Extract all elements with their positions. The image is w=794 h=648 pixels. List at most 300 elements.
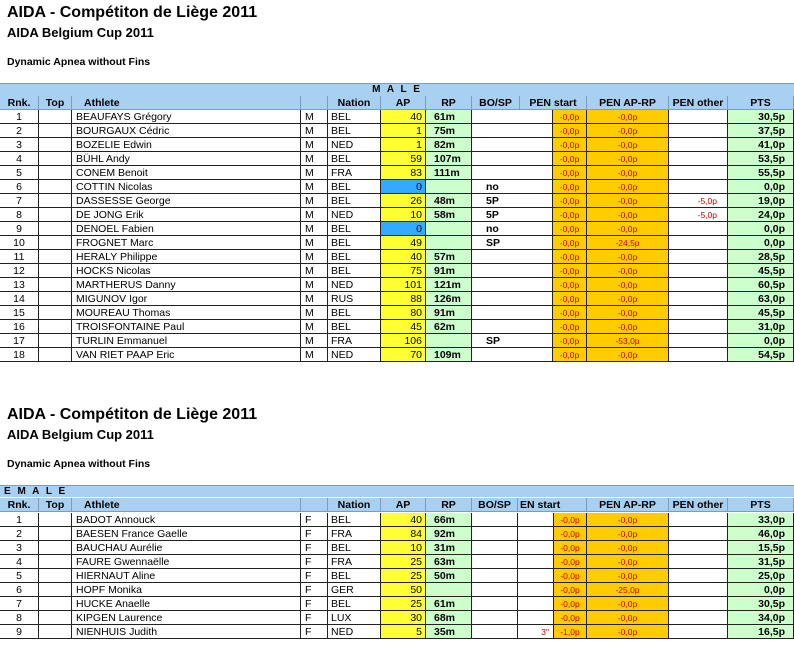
- sex-cell[interactable]: F: [301, 625, 328, 639]
- rank-cell[interactable]: 7: [0, 597, 39, 611]
- bosp-cell[interactable]: [472, 292, 553, 306]
- rank-cell[interactable]: 4: [0, 555, 39, 569]
- nation-cell[interactable]: NED: [328, 625, 381, 639]
- header-sex[interactable]: [301, 96, 328, 110]
- note-cell[interactable]: [518, 583, 554, 597]
- pts-cell[interactable]: 0,0p: [728, 222, 794, 236]
- rp-cell[interactable]: 68m: [426, 611, 472, 625]
- sex-cell[interactable]: F: [301, 597, 328, 611]
- bosp-cell[interactable]: [472, 166, 553, 180]
- nation-cell[interactable]: BEL: [328, 110, 381, 124]
- athlete-cell[interactable]: FAURE Gwennaëlle: [72, 555, 301, 569]
- pts-cell[interactable]: 16,5p: [728, 625, 794, 639]
- top-cell[interactable]: [39, 348, 72, 362]
- penstart-cell[interactable]: -0,0p: [553, 138, 587, 152]
- nation-cell[interactable]: BEL: [328, 250, 381, 264]
- note-cell[interactable]: [518, 611, 554, 625]
- bosp-cell[interactable]: [472, 625, 518, 639]
- penaprp-cell[interactable]: -0,0p: [587, 138, 669, 152]
- pts-cell[interactable]: 28,5p: [728, 250, 794, 264]
- rp-cell[interactable]: 31m: [426, 541, 472, 555]
- top-cell[interactable]: [39, 569, 72, 583]
- top-cell[interactable]: [39, 222, 72, 236]
- penstart-cell[interactable]: -0,0p: [553, 180, 587, 194]
- nation-cell[interactable]: BEL: [328, 264, 381, 278]
- ap-cell[interactable]: 1: [381, 124, 426, 138]
- penother-cell[interactable]: [669, 110, 728, 124]
- penother-cell[interactable]: [669, 180, 728, 194]
- penstart-cell[interactable]: -0,0p: [553, 278, 587, 292]
- top-cell[interactable]: [39, 527, 72, 541]
- penaprp-cell[interactable]: -0,0p: [587, 348, 669, 362]
- rp-cell[interactable]: 75m: [426, 124, 472, 138]
- rank-cell[interactable]: 3: [0, 541, 39, 555]
- rank-cell[interactable]: 11: [0, 250, 39, 264]
- rp-cell[interactable]: 35m: [426, 625, 472, 639]
- penaprp-cell[interactable]: -0,0p: [587, 541, 669, 555]
- top-cell[interactable]: [39, 597, 72, 611]
- rp-cell[interactable]: [426, 222, 472, 236]
- athlete-cell[interactable]: DENOEL Fabien: [72, 222, 301, 236]
- penstart-cell[interactable]: -0,0p: [553, 292, 587, 306]
- rank-cell[interactable]: 8: [0, 208, 39, 222]
- pts-cell[interactable]: 33,0p: [728, 513, 794, 527]
- pts-cell[interactable]: 31,5p: [728, 555, 794, 569]
- rank-cell[interactable]: 17: [0, 334, 39, 348]
- pts-cell[interactable]: 0,0p: [728, 583, 794, 597]
- pts-cell[interactable]: 34,0p: [728, 611, 794, 625]
- athlete-cell[interactable]: BOZELIE Edwin: [72, 138, 301, 152]
- nation-cell[interactable]: BEL: [328, 569, 381, 583]
- top-cell[interactable]: [39, 124, 72, 138]
- rank-cell[interactable]: 7: [0, 194, 39, 208]
- pts-cell[interactable]: 55,5p: [728, 166, 794, 180]
- sex-cell[interactable]: F: [301, 611, 328, 625]
- bosp-cell[interactable]: SP: [472, 334, 553, 348]
- penother-cell[interactable]: [669, 152, 728, 166]
- pts-cell[interactable]: 24,0p: [728, 208, 794, 222]
- athlete-cell[interactable]: BAESEN France Gaelle: [72, 527, 301, 541]
- penstart-cell[interactable]: -0,0p: [553, 348, 587, 362]
- nation-cell[interactable]: BEL: [328, 152, 381, 166]
- pts-cell[interactable]: 37,5p: [728, 124, 794, 138]
- penstart-cell[interactable]: -0,0p: [554, 541, 587, 555]
- sex-cell[interactable]: F: [301, 541, 328, 555]
- pts-cell[interactable]: 25,0p: [728, 569, 794, 583]
- ap-cell[interactable]: 25: [381, 555, 426, 569]
- nation-cell[interactable]: BEL: [328, 541, 381, 555]
- bosp-cell[interactable]: SP: [472, 236, 553, 250]
- top-cell[interactable]: [39, 208, 72, 222]
- athlete-cell[interactable]: NIENHUIS Judith: [72, 625, 301, 639]
- header-penstart[interactable]: PEN start: [520, 96, 587, 110]
- bosp-cell[interactable]: no: [472, 180, 553, 194]
- bosp-cell[interactable]: 5P: [472, 194, 553, 208]
- rank-cell[interactable]: 13: [0, 278, 39, 292]
- athlete-cell[interactable]: MARTHERUS Danny: [72, 278, 301, 292]
- penstart-cell[interactable]: -0,0p: [553, 124, 587, 138]
- penaprp-cell[interactable]: -0,0p: [587, 320, 669, 334]
- bosp-cell[interactable]: [472, 583, 518, 597]
- rank-cell[interactable]: 2: [0, 124, 39, 138]
- penaprp-cell[interactable]: -0,0p: [587, 152, 669, 166]
- penstart-cell[interactable]: -0,0p: [553, 306, 587, 320]
- penother-cell[interactable]: -5,0p: [669, 194, 728, 208]
- rank-cell[interactable]: 9: [0, 222, 39, 236]
- athlete-cell[interactable]: TROISFONTAINE Paul: [72, 320, 301, 334]
- penstart-cell[interactable]: -0,0p: [553, 152, 587, 166]
- sex-cell[interactable]: F: [301, 513, 328, 527]
- rp-cell[interactable]: 126m: [426, 292, 472, 306]
- rank-cell[interactable]: 8: [0, 611, 39, 625]
- penaprp-cell[interactable]: -0,0p: [587, 222, 669, 236]
- penaprp-cell[interactable]: -0,0p: [587, 292, 669, 306]
- rp-cell[interactable]: 63m: [426, 555, 472, 569]
- pts-cell[interactable]: 19,0p: [728, 194, 794, 208]
- penother-cell[interactable]: [669, 124, 728, 138]
- header-rp[interactable]: RP: [426, 96, 472, 110]
- top-cell[interactable]: [39, 236, 72, 250]
- athlete-cell[interactable]: KIPGEN Laurence: [72, 611, 301, 625]
- athlete-cell[interactable]: HOCKS Nicolas: [72, 264, 301, 278]
- rp-cell[interactable]: 66m: [426, 513, 472, 527]
- penaprp-cell[interactable]: -0,0p: [587, 611, 669, 625]
- rank-cell[interactable]: 2: [0, 527, 39, 541]
- penstart-cell[interactable]: -0,0p: [553, 236, 587, 250]
- top-cell[interactable]: [39, 306, 72, 320]
- rp-cell[interactable]: 50m: [426, 569, 472, 583]
- pts-cell[interactable]: 45,5p: [728, 306, 794, 320]
- nation-cell[interactable]: BEL: [328, 124, 381, 138]
- bosp-cell[interactable]: [472, 513, 518, 527]
- rp-cell[interactable]: 61m: [426, 110, 472, 124]
- rank-cell[interactable]: 1: [0, 513, 39, 527]
- header-bosp[interactable]: BO/SP: [472, 498, 518, 512]
- pts-cell[interactable]: 63,0p: [728, 292, 794, 306]
- penother-cell[interactable]: [669, 138, 728, 152]
- nation-cell[interactable]: LUX: [328, 611, 381, 625]
- nation-cell[interactable]: BEL: [328, 320, 381, 334]
- sex-cell[interactable]: M: [301, 222, 328, 236]
- header-top[interactable]: Top: [39, 96, 72, 110]
- rp-cell[interactable]: [426, 334, 472, 348]
- penother-cell[interactable]: [669, 569, 728, 583]
- pts-cell[interactable]: 0,0p: [728, 334, 794, 348]
- athlete-cell[interactable]: CONEM Benoit: [72, 166, 301, 180]
- ap-cell[interactable]: 50: [381, 583, 426, 597]
- penaprp-cell[interactable]: -0,0p: [587, 110, 669, 124]
- sex-cell[interactable]: M: [301, 292, 328, 306]
- note-cell[interactable]: [518, 569, 554, 583]
- sex-cell[interactable]: F: [301, 555, 328, 569]
- header-nation[interactable]: Nation: [328, 498, 381, 512]
- top-cell[interactable]: [39, 513, 72, 527]
- ap-cell[interactable]: 26: [381, 194, 426, 208]
- penstart-cell[interactable]: -0,0p: [553, 166, 587, 180]
- ap-cell[interactable]: 1: [381, 138, 426, 152]
- ap-cell[interactable]: 25: [381, 597, 426, 611]
- pts-cell[interactable]: 15,5p: [728, 541, 794, 555]
- nation-cell[interactable]: NED: [328, 138, 381, 152]
- bosp-cell[interactable]: [472, 527, 518, 541]
- penother-cell[interactable]: [669, 625, 728, 639]
- top-cell[interactable]: [39, 110, 72, 124]
- rank-cell[interactable]: 18: [0, 348, 39, 362]
- penaprp-cell[interactable]: -0,0p: [587, 555, 669, 569]
- rp-cell[interactable]: [426, 180, 472, 194]
- rp-cell[interactable]: 61m: [426, 597, 472, 611]
- bosp-cell[interactable]: [472, 278, 553, 292]
- penother-cell[interactable]: -5,0p: [669, 208, 728, 222]
- penother-cell[interactable]: [669, 527, 728, 541]
- header-top[interactable]: Top: [39, 498, 72, 512]
- rank-cell[interactable]: 5: [0, 569, 39, 583]
- penother-cell[interactable]: [669, 278, 728, 292]
- sex-cell[interactable]: M: [301, 250, 328, 264]
- sex-cell[interactable]: M: [301, 208, 328, 222]
- nation-cell[interactable]: NED: [328, 208, 381, 222]
- penother-cell[interactable]: [669, 334, 728, 348]
- pts-cell[interactable]: 54,5p: [728, 348, 794, 362]
- rank-cell[interactable]: 1: [0, 110, 39, 124]
- header-athlete[interactable]: Athlete: [72, 498, 301, 512]
- rank-cell[interactable]: 10: [0, 236, 39, 250]
- top-cell[interactable]: [39, 292, 72, 306]
- rp-cell[interactable]: 107m: [426, 152, 472, 166]
- note-cell[interactable]: [518, 541, 554, 555]
- pts-cell[interactable]: 30,5p: [728, 597, 794, 611]
- ap-cell[interactable]: 70: [381, 348, 426, 362]
- sex-cell[interactable]: M: [301, 348, 328, 362]
- athlete-cell[interactable]: HIERNAUT Aline: [72, 569, 301, 583]
- sex-cell[interactable]: M: [301, 320, 328, 334]
- penaprp-cell[interactable]: -0,0p: [587, 569, 669, 583]
- sex-cell[interactable]: M: [301, 152, 328, 166]
- header-sex[interactable]: [301, 498, 328, 512]
- penaprp-cell[interactable]: -0,0p: [587, 180, 669, 194]
- penaprp-cell[interactable]: -0,0p: [587, 597, 669, 611]
- bosp-cell[interactable]: [472, 569, 518, 583]
- header-rank[interactable]: Rnk.: [0, 96, 39, 110]
- pts-cell[interactable]: 0,0p: [728, 180, 794, 194]
- ap-cell[interactable]: 25: [381, 569, 426, 583]
- nation-cell[interactable]: FRA: [328, 166, 381, 180]
- penstart-cell[interactable]: -0,0p: [554, 555, 587, 569]
- note-cell[interactable]: [518, 555, 554, 569]
- rank-cell[interactable]: 9: [0, 625, 39, 639]
- rank-cell[interactable]: 16: [0, 320, 39, 334]
- bosp-cell[interactable]: [472, 306, 553, 320]
- athlete-cell[interactable]: HUCKE Anaelle: [72, 597, 301, 611]
- top-cell[interactable]: [39, 264, 72, 278]
- penaprp-cell[interactable]: -0,0p: [587, 194, 669, 208]
- pts-cell[interactable]: 60,5p: [728, 278, 794, 292]
- top-cell[interactable]: [39, 320, 72, 334]
- header-athlete[interactable]: Athlete: [72, 96, 301, 110]
- athlete-cell[interactable]: COTTIN Nicolas: [72, 180, 301, 194]
- penother-cell[interactable]: [669, 166, 728, 180]
- penother-cell[interactable]: [669, 611, 728, 625]
- athlete-cell[interactable]: TURLIN Emmanuel: [72, 334, 301, 348]
- top-cell[interactable]: [39, 180, 72, 194]
- penother-cell[interactable]: [669, 541, 728, 555]
- ap-cell[interactable]: 0: [381, 222, 426, 236]
- top-cell[interactable]: [39, 166, 72, 180]
- header-rank[interactable]: Rnk.: [0, 498, 39, 512]
- penother-cell[interactable]: [669, 513, 728, 527]
- sex-cell[interactable]: M: [301, 236, 328, 250]
- penstart-cell[interactable]: -0,0p: [553, 320, 587, 334]
- penaprp-cell[interactable]: -0,0p: [587, 306, 669, 320]
- header-bosp[interactable]: BO/SP: [472, 96, 520, 110]
- top-cell[interactable]: [39, 152, 72, 166]
- athlete-cell[interactable]: FROGNET Marc: [72, 236, 301, 250]
- rp-cell[interactable]: 91m: [426, 264, 472, 278]
- nation-cell[interactable]: NED: [328, 278, 381, 292]
- rank-cell[interactable]: 15: [0, 306, 39, 320]
- header-rp[interactable]: RP: [426, 498, 472, 512]
- penstart-cell[interactable]: -1,0p: [554, 625, 587, 639]
- bosp-cell[interactable]: [472, 250, 553, 264]
- penaprp-cell[interactable]: -0,0p: [587, 264, 669, 278]
- sex-cell[interactable]: M: [301, 180, 328, 194]
- rank-cell[interactable]: 6: [0, 180, 39, 194]
- penother-cell[interactable]: [669, 583, 728, 597]
- bosp-cell[interactable]: 5P: [472, 208, 553, 222]
- ap-cell[interactable]: 30: [381, 611, 426, 625]
- ap-cell[interactable]: 84: [381, 527, 426, 541]
- header-ap[interactable]: AP: [381, 96, 426, 110]
- penaprp-cell[interactable]: -0,0p: [587, 625, 669, 639]
- nation-cell[interactable]: BEL: [328, 180, 381, 194]
- top-cell[interactable]: [39, 278, 72, 292]
- rank-cell[interactable]: 4: [0, 152, 39, 166]
- header-pts[interactable]: PTS: [728, 96, 794, 110]
- athlete-cell[interactable]: DASSESSE George: [72, 194, 301, 208]
- athlete-cell[interactable]: HERALY Philippe: [72, 250, 301, 264]
- ap-cell[interactable]: 45: [381, 320, 426, 334]
- bosp-cell[interactable]: [472, 555, 518, 569]
- header-nation[interactable]: Nation: [328, 96, 381, 110]
- penstart-cell[interactable]: -0,0p: [553, 334, 587, 348]
- bosp-cell[interactable]: no: [472, 222, 553, 236]
- ap-cell[interactable]: 5: [381, 625, 426, 639]
- header-penaprp[interactable]: PEN AP-RP: [587, 96, 669, 110]
- penother-cell[interactable]: [669, 348, 728, 362]
- penaprp-cell[interactable]: -0,0p: [587, 278, 669, 292]
- penstart-cell[interactable]: -0,0p: [554, 597, 587, 611]
- penstart-cell[interactable]: -0,0p: [553, 250, 587, 264]
- rank-cell[interactable]: 12: [0, 264, 39, 278]
- athlete-cell[interactable]: BADOT Annouck: [72, 513, 301, 527]
- penother-cell[interactable]: [669, 292, 728, 306]
- athlete-cell[interactable]: BÜHL Andy: [72, 152, 301, 166]
- penother-cell[interactable]: [669, 597, 728, 611]
- header-penother[interactable]: PEN other: [669, 96, 728, 110]
- top-cell[interactable]: [39, 583, 72, 597]
- pts-cell[interactable]: 0,0p: [728, 236, 794, 250]
- nation-cell[interactable]: FRA: [328, 334, 381, 348]
- penaprp-cell[interactable]: -0,0p: [587, 166, 669, 180]
- nation-cell[interactable]: BEL: [328, 597, 381, 611]
- rp-cell[interactable]: 91m: [426, 306, 472, 320]
- nation-cell[interactable]: BEL: [328, 194, 381, 208]
- athlete-cell[interactable]: DE JONG Erik: [72, 208, 301, 222]
- nation-cell[interactable]: GER: [328, 583, 381, 597]
- penother-cell[interactable]: [669, 250, 728, 264]
- penaprp-cell[interactable]: -0,0p: [587, 527, 669, 541]
- penother-cell[interactable]: [669, 222, 728, 236]
- nation-cell[interactable]: BEL: [328, 222, 381, 236]
- ap-cell[interactable]: 10: [381, 208, 426, 222]
- nation-cell[interactable]: BEL: [328, 513, 381, 527]
- rp-cell[interactable]: 121m: [426, 278, 472, 292]
- pts-cell[interactable]: 31,0p: [728, 320, 794, 334]
- ap-cell[interactable]: 40: [381, 250, 426, 264]
- sex-cell[interactable]: F: [301, 583, 328, 597]
- penother-cell[interactable]: [669, 236, 728, 250]
- rank-cell[interactable]: 5: [0, 166, 39, 180]
- bosp-cell[interactable]: [472, 611, 518, 625]
- pts-cell[interactable]: 41,0p: [728, 138, 794, 152]
- bosp-cell[interactable]: [472, 138, 553, 152]
- sex-cell[interactable]: M: [301, 306, 328, 320]
- top-cell[interactable]: [39, 555, 72, 569]
- note-cell[interactable]: [518, 527, 554, 541]
- ap-cell[interactable]: 49: [381, 236, 426, 250]
- penstart-cell[interactable]: -0,0p: [554, 569, 587, 583]
- athlete-cell[interactable]: MOUREAU Thomas: [72, 306, 301, 320]
- sex-cell[interactable]: F: [301, 569, 328, 583]
- header-pts[interactable]: PTS: [728, 498, 794, 512]
- ap-cell[interactable]: 0: [381, 180, 426, 194]
- pts-cell[interactable]: 45,5p: [728, 264, 794, 278]
- sex-cell[interactable]: M: [301, 166, 328, 180]
- nation-cell[interactable]: RUS: [328, 292, 381, 306]
- penstart-cell[interactable]: -0,0p: [553, 264, 587, 278]
- pts-cell[interactable]: 53,5p: [728, 152, 794, 166]
- pts-cell[interactable]: 30,5p: [728, 110, 794, 124]
- penstart-cell[interactable]: -0,0p: [553, 222, 587, 236]
- athlete-cell[interactable]: BOURGAUX Cédric: [72, 124, 301, 138]
- ap-cell[interactable]: 80: [381, 306, 426, 320]
- rp-cell[interactable]: [426, 236, 472, 250]
- penother-cell[interactable]: [669, 306, 728, 320]
- top-cell[interactable]: [39, 334, 72, 348]
- rp-cell[interactable]: 62m: [426, 320, 472, 334]
- penother-cell[interactable]: [669, 320, 728, 334]
- penaprp-cell[interactable]: -0,0p: [587, 250, 669, 264]
- bosp-cell[interactable]: [472, 152, 553, 166]
- bosp-cell[interactable]: [472, 110, 553, 124]
- penstart-cell[interactable]: -0,0p: [554, 513, 587, 527]
- penaprp-cell[interactable]: -0,0p: [587, 208, 669, 222]
- header-penstart[interactable]: EN start: [518, 498, 587, 512]
- rp-cell[interactable]: [426, 583, 472, 597]
- bosp-cell[interactable]: [472, 597, 518, 611]
- rank-cell[interactable]: 3: [0, 138, 39, 152]
- penother-cell[interactable]: [669, 555, 728, 569]
- rank-cell[interactable]: 14: [0, 292, 39, 306]
- note-cell[interactable]: 3": [518, 625, 554, 639]
- penstart-cell[interactable]: -0,0p: [553, 110, 587, 124]
- penaprp-cell[interactable]: -53,0p: [587, 334, 669, 348]
- sex-cell[interactable]: M: [301, 110, 328, 124]
- athlete-cell[interactable]: HOPF Monika: [72, 583, 301, 597]
- ap-cell[interactable]: 40: [381, 513, 426, 527]
- rp-cell[interactable]: 92m: [426, 527, 472, 541]
- sex-cell[interactable]: F: [301, 527, 328, 541]
